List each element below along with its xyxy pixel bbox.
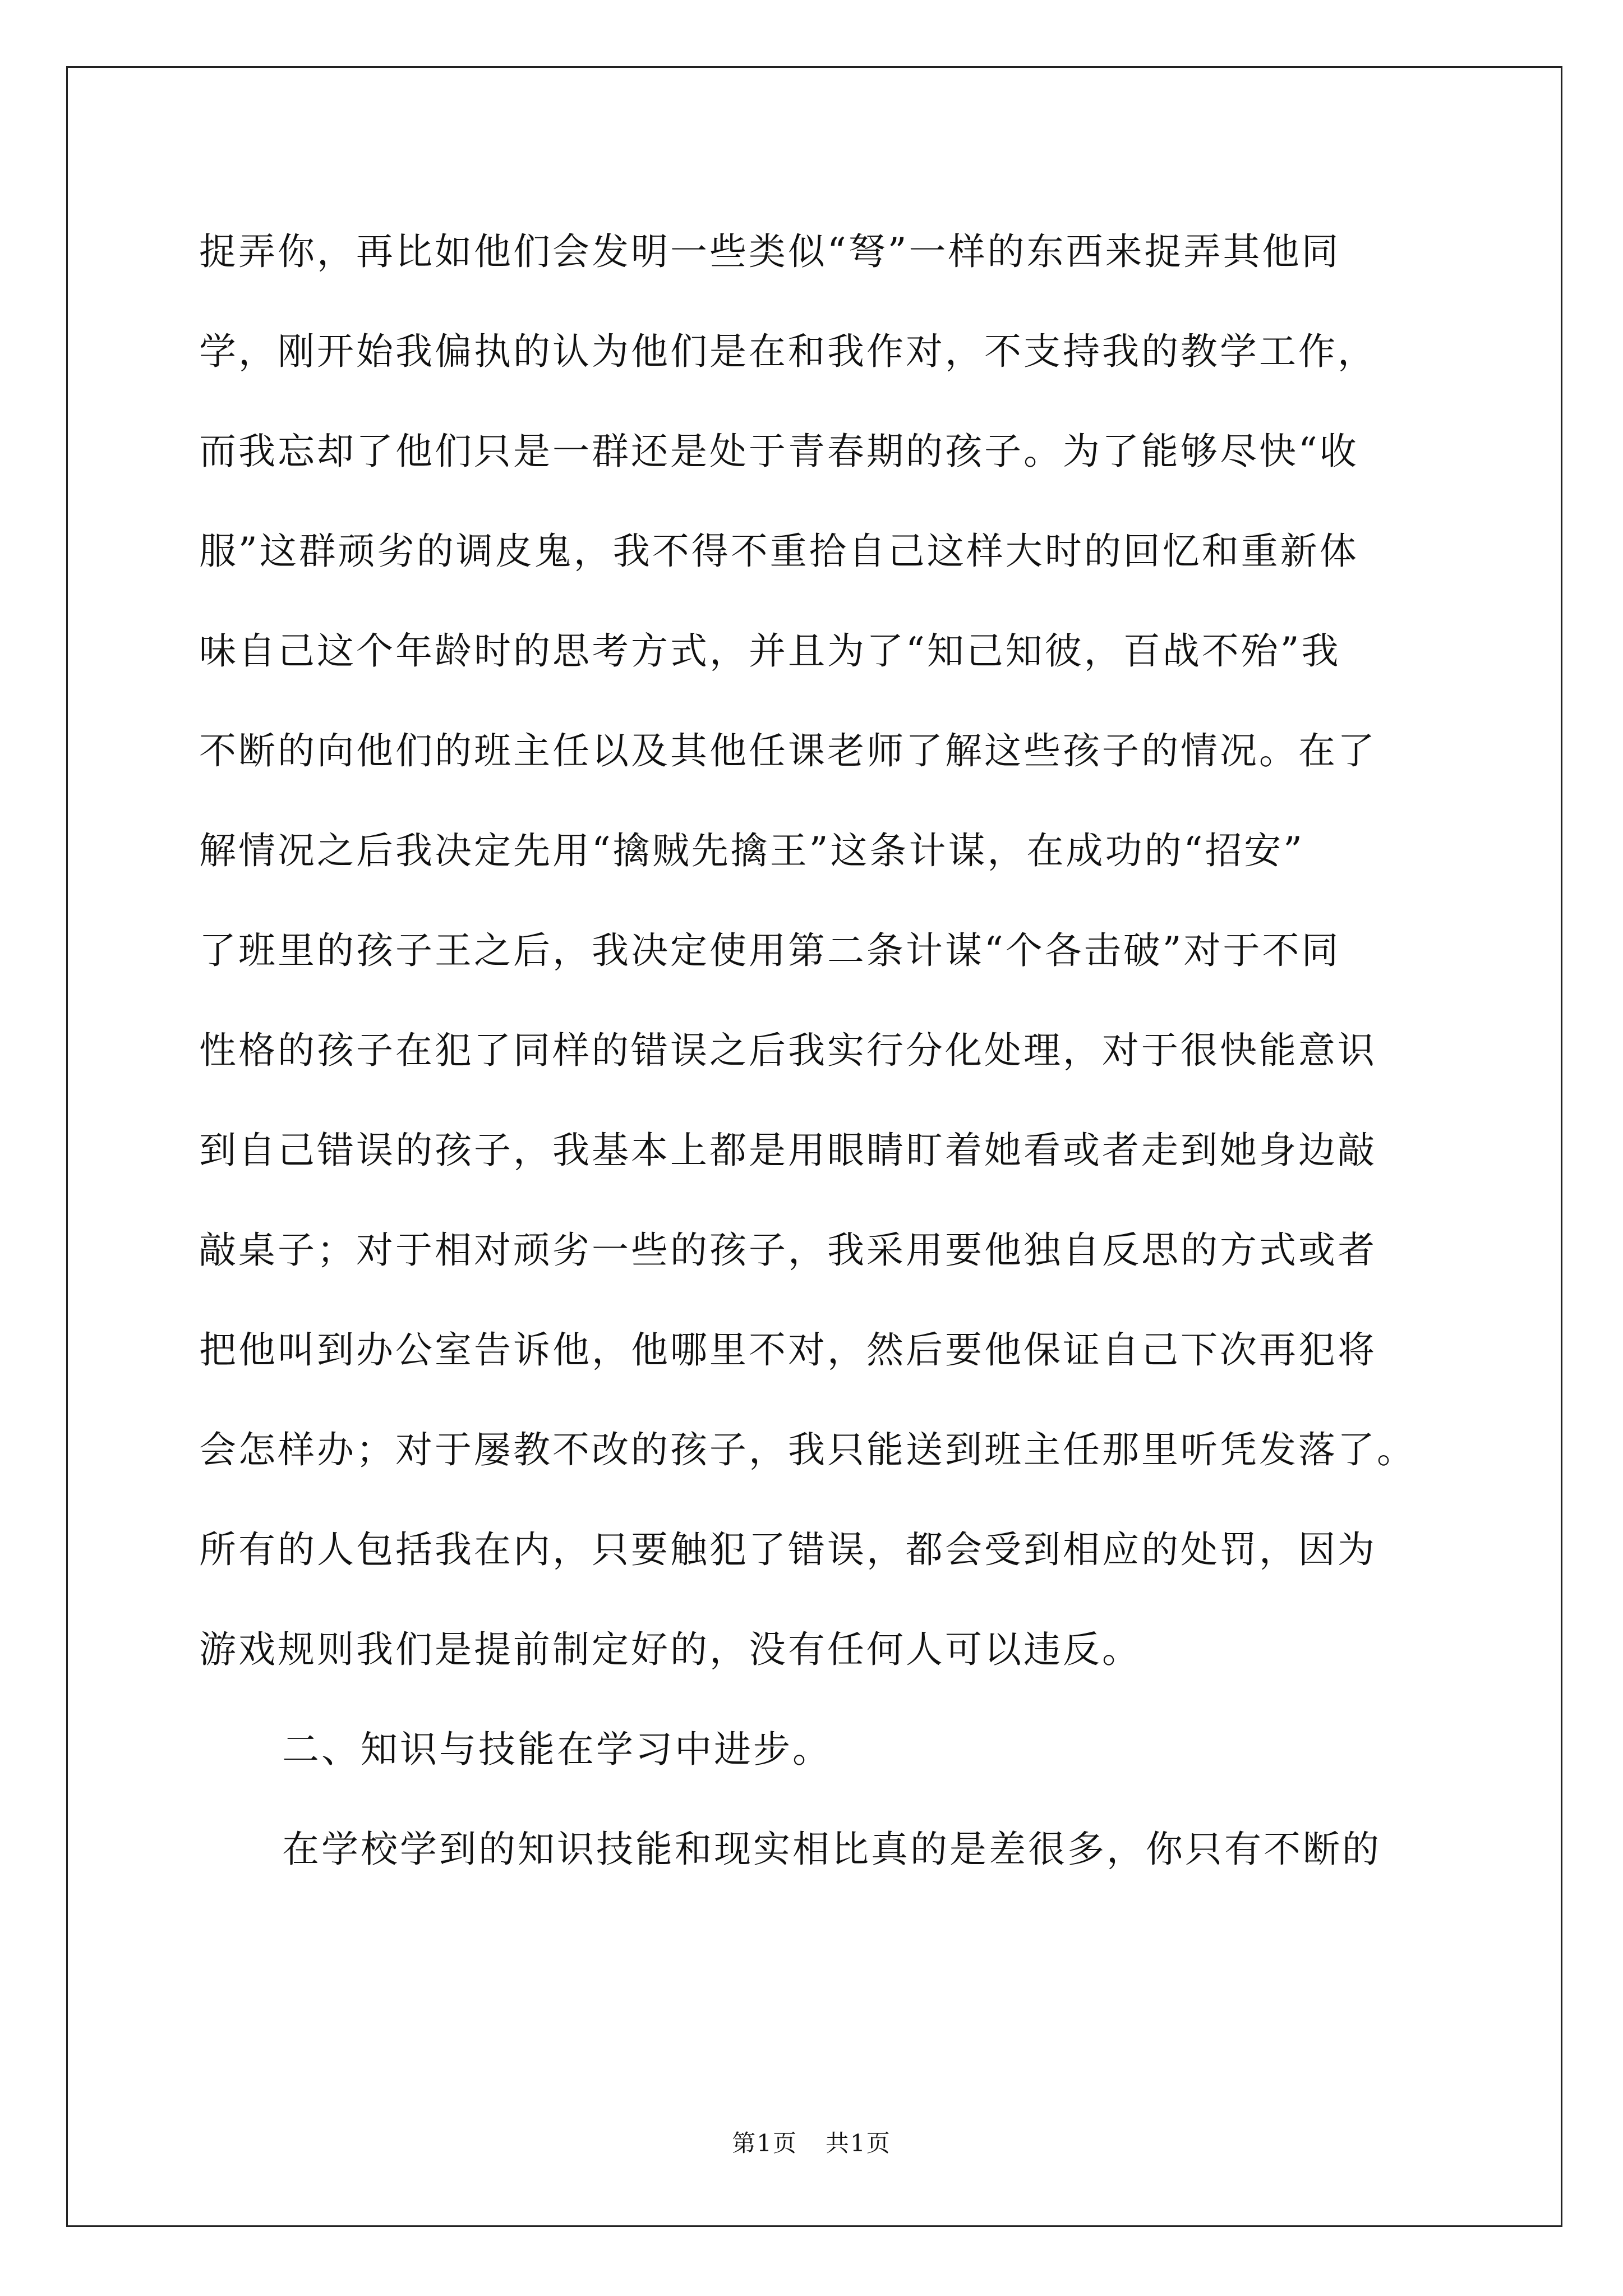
page-number: 第1页 (732, 2129, 797, 2157)
paragraph-line: 把他叫到办公室告诉他，他哪里不对，然后要他保证自己下次再犯将 (199, 1328, 1377, 1372)
paragraph-line: 会怎样办；对于屡教不改的孩子，我只能送到班主任那里听凭发落了。 (199, 1428, 1416, 1471)
paragraph-line: 在学校学到的知识技能和现实相比真的是差很多，你只有不断的 (282, 1828, 1381, 1871)
paragraph-line: 不断的向他们的班主任以及其他任课老师了解这些孩子的情况。在了 (199, 729, 1377, 772)
paragraph-line: 到自己错误的孩子，我基本上都是用眼睛盯着她看或者走到她身边敲 (199, 1129, 1377, 1172)
paragraph-line: 而我忘却了他们只是一群还是处于青春期的孩子。为了能够尽快“收 (199, 430, 1359, 473)
paragraph-line: 服”这群顽劣的调皮鬼，我不得不重拾自己这样大时的回忆和重新体 (199, 530, 1359, 573)
paragraph-line: 敲桌子；对于相对顽劣一些的孩子，我采用要他独自反思的方式或者 (199, 1228, 1377, 1272)
paragraph-line: 游戏规则我们是提前制定好的，没有任何人可以违反。 (199, 1628, 1141, 1671)
paragraph-line: 学，刚开始我偏执的认为他们是在和我作对，不支持我的教学工作， (199, 330, 1377, 373)
paragraph-line: 捉弄你，再比如他们会发明一些类似“弩”一样的东西来捉弄其他同 (199, 230, 1341, 273)
paragraph-line: 性格的孩子在犯了同样的错误之后我实行分化处理，对于很快能意识 (199, 1029, 1377, 1072)
paragraph-line: 所有的人包括我在内，只要触犯了错误，都会受到相应的处罚，因为 (199, 1528, 1377, 1571)
paragraph-line: 了班里的孩子王之后，我决定使用第二条计谋“个各击破”对于不同 (199, 929, 1341, 972)
page-total: 共1页 (826, 2129, 891, 2157)
document-body (199, 202, 1461, 1899)
paragraph-line: 解情况之后我决定先用“擒贼先擒王”这条计谋，在成功的“招安” (199, 829, 1304, 872)
section-heading: 二、知识与技能在学习中进步。 (282, 1728, 832, 1771)
paragraph-line: 味自己这个年龄时的思考方式，并且为了“知己知彼，百战不殆”我 (199, 629, 1341, 673)
page-footer (0, 2125, 1623, 2159)
